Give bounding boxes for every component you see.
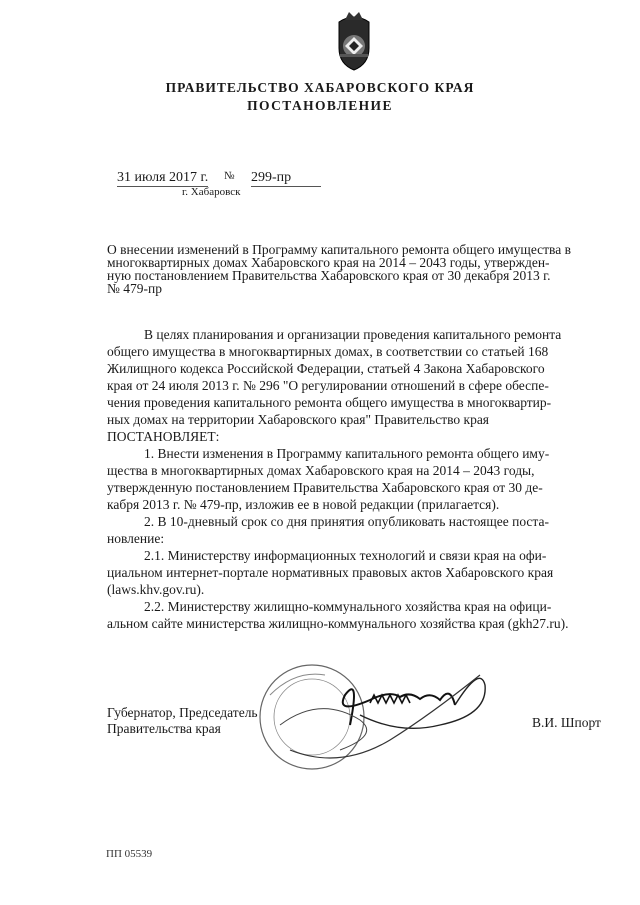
subject-line: многоквартирных домах Хабаровского края на 2014 – 2043 годы, утвержден- bbox=[107, 255, 550, 270]
document-subject bbox=[107, 243, 610, 295]
signatory-name: В.И. Шпорт bbox=[532, 715, 601, 730]
city-label: г. Хабаровск bbox=[182, 186, 241, 198]
body-line: ПОСТАНОВЛЯЕТ: bbox=[107, 429, 220, 444]
position-line: Губернатор, Председатель bbox=[107, 705, 258, 720]
subject-line: О внесении изменений в Программу капитального ремонта общего имущества в bbox=[107, 242, 571, 257]
subject-line: ную постановлением Правительства Хабаровского края от 30 декабря 2013 г. bbox=[107, 268, 551, 283]
signatory-position bbox=[107, 705, 258, 737]
document-code: ПП 05539 bbox=[106, 848, 153, 860]
body-line: кабря 2013 г. № 479-пр, изложив ее в новой редакции (прилагается). bbox=[107, 497, 500, 512]
body-line: 1. Внести изменения в Программу капитального ремонта общего иму- bbox=[144, 446, 550, 461]
body-line: общего имущества в многоквартирных домах, в соответствии со статьей 168 bbox=[107, 344, 549, 359]
number-sign: № bbox=[224, 170, 235, 182]
body-line: 2.2. Министерству жилищно-коммунального хозяйства края на офици- bbox=[144, 599, 552, 614]
organization-title: ПРАВИТЕЛЬСТВО ХАБАРОВСКОГО КРАЯ bbox=[165, 80, 475, 95]
body-line: (laws.khv.gov.ru). bbox=[107, 582, 205, 597]
document-date: 31 июля 2017 г. bbox=[117, 170, 209, 185]
body-line: края от 24 июля 2013 г. № 296 "О регулировании отношений в сфере обеспе- bbox=[107, 378, 549, 393]
body-line: циальном интернет-портале нормативных правовых актов Хабаровского края bbox=[107, 565, 554, 580]
body-line: Жилищного кодекса Российской Федерации, статьей 4 Закона Хабаровского bbox=[107, 361, 545, 376]
document-type: ПОСТАНОВЛЕНИЕ bbox=[247, 98, 393, 113]
body-line: альном сайте министерства жилищно-коммунального хозяйства края (gkh27.ru). bbox=[107, 616, 569, 631]
position-line: Правительства края bbox=[107, 721, 221, 736]
document-body bbox=[107, 326, 610, 632]
body-line: новление: bbox=[107, 531, 165, 546]
body-line: утвержденную постановлением Правительства Хабаровского края от 30 де- bbox=[107, 480, 543, 495]
body-line: В целях планирования и организации проведения капитального ремонта bbox=[144, 327, 562, 342]
coat-of-arms-icon bbox=[331, 8, 377, 72]
subject-line: № 479-пр bbox=[107, 281, 162, 296]
body-line: чения проведения капитального ремонта общего имущества в многоквартир- bbox=[107, 395, 552, 410]
document-number: 299-пр bbox=[251, 170, 321, 187]
seal-and-signature-icon bbox=[250, 655, 500, 795]
body-line: щества в многоквартирных домах Хабаровского края на 2014 – 2043 годы, bbox=[107, 463, 535, 478]
body-line: 2. В 10-дневный срок со дня принятия опубликовать настоящее поста- bbox=[144, 514, 549, 529]
body-line: 2.1. Министерству информационных технологий и связи края на офи- bbox=[144, 548, 547, 563]
body-line: ных домах на территории Хабаровского края" Правительство края bbox=[107, 412, 490, 427]
